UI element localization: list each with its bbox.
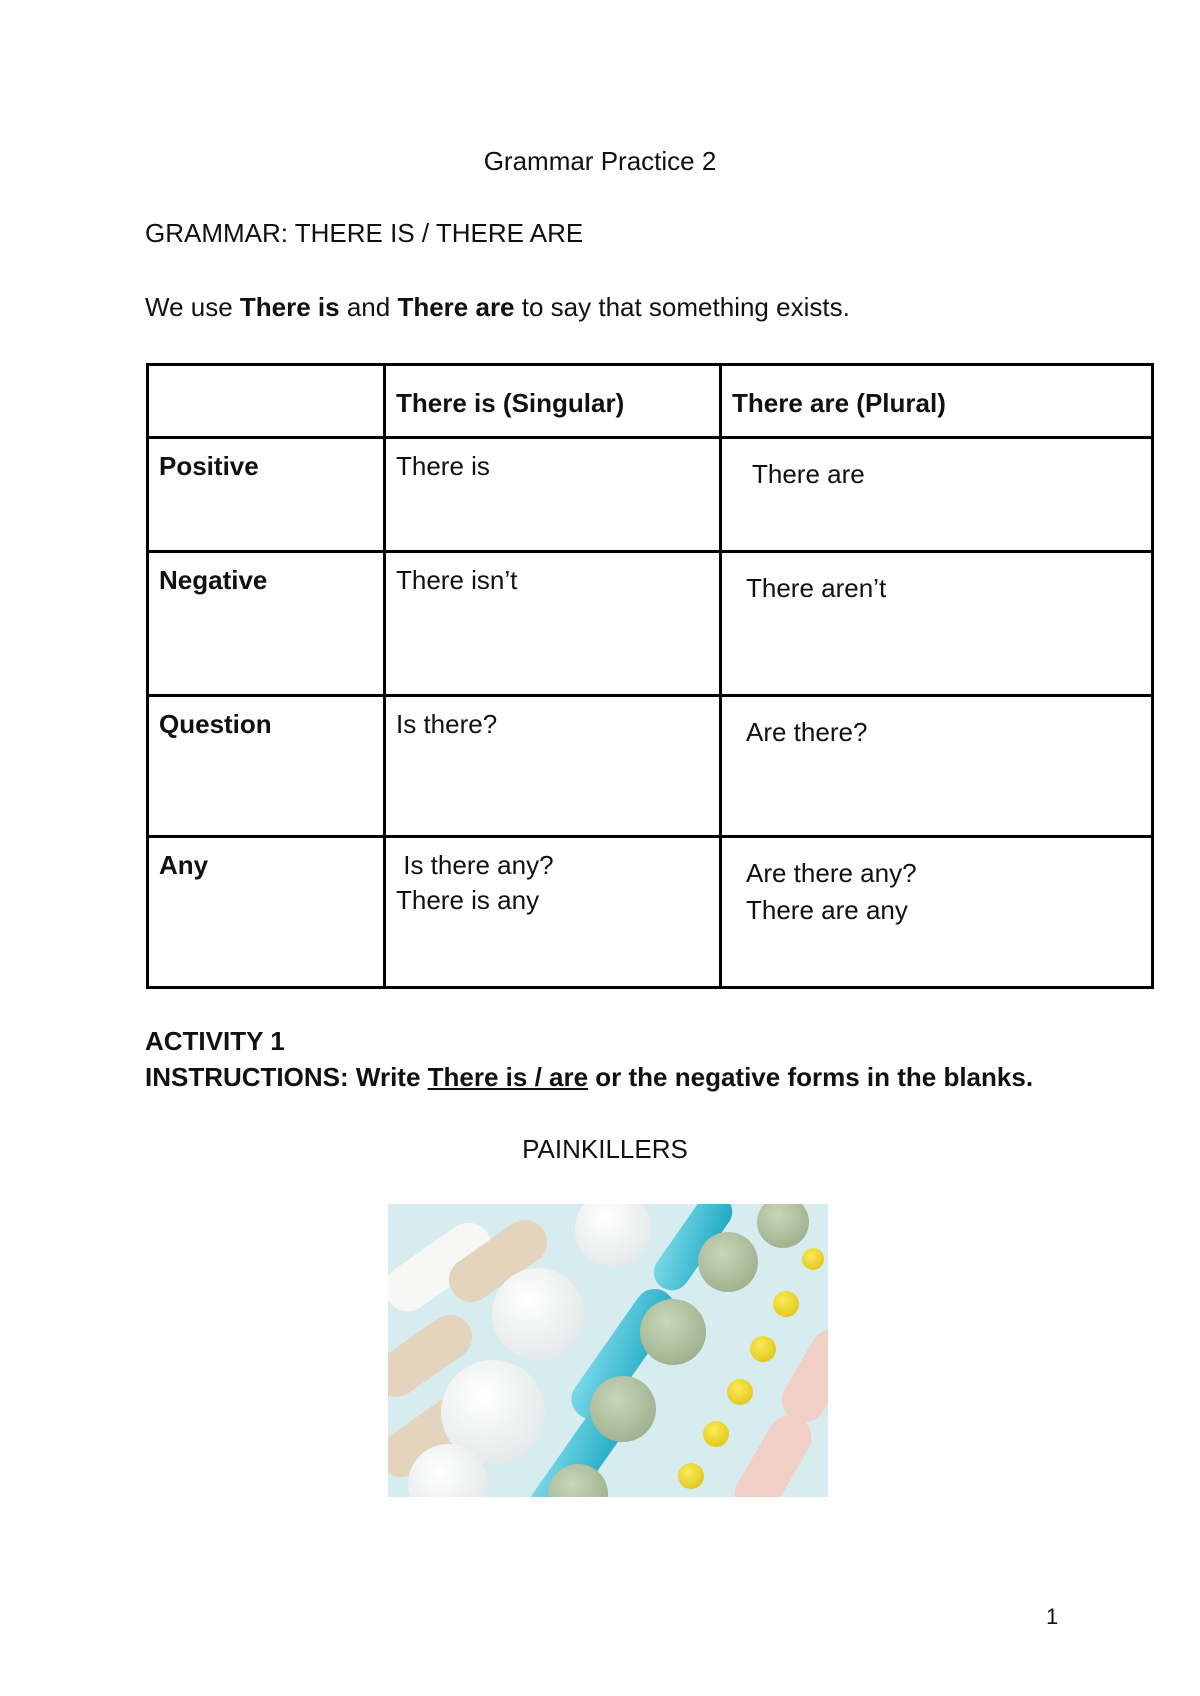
tablet: [698, 1232, 758, 1292]
table-cell: [721, 696, 1153, 837]
tablet: [492, 1268, 584, 1360]
row-label: Negative: [159, 565, 268, 595]
row-label: Positive: [159, 451, 259, 481]
table-row: [148, 438, 1153, 552]
table-cell: [148, 438, 385, 552]
yellow-pill: [773, 1291, 799, 1317]
singular-text: There isn’t: [396, 565, 518, 595]
grammar-heading: GRAMMAR: THERE IS / THERE ARE: [145, 218, 584, 248]
table-cell: [148, 552, 385, 696]
painkillers-photo: [388, 1204, 828, 1497]
intro-bold-there-is: There is: [239, 292, 340, 322]
row-label: Any: [159, 850, 209, 880]
table-cell: [721, 837, 1153, 988]
tablet: [590, 1376, 656, 1442]
table-header-row: [148, 365, 1153, 438]
table-cell: [385, 438, 721, 552]
plural-text: Are there?: [746, 717, 868, 747]
yellow-pill: [703, 1421, 729, 1447]
yellow-pill: [727, 1379, 753, 1405]
yellow-pill: [678, 1463, 704, 1489]
page-number: 1: [1046, 1604, 1059, 1629]
singular-text: There is any: [396, 885, 540, 915]
grammar-table: [146, 363, 1154, 989]
activity-instructions: INSTRUCTIONS: Write There is / are or the negative forms in the blanks.: [145, 1062, 1034, 1092]
row-label: Question: [159, 709, 272, 739]
table-cell: [385, 837, 721, 988]
intro-text: and: [339, 292, 398, 322]
table-header-cell: [385, 365, 721, 438]
table-row: [148, 837, 1153, 988]
plural-text: There are: [752, 459, 865, 489]
plural-text: There aren’t: [746, 573, 887, 603]
table-cell: [148, 837, 385, 988]
activity-block: [145, 1023, 1045, 1095]
intro-sentence: [145, 292, 850, 323]
plural-text: There are any: [746, 895, 908, 925]
table-row: [148, 696, 1153, 837]
header-plural: There are (Plural): [732, 388, 946, 418]
activity-title: ACTIVITY 1: [145, 1026, 285, 1056]
table-cell: [148, 696, 385, 837]
yellow-pill: [750, 1336, 776, 1362]
intro-bold-there-are: There are: [397, 292, 515, 322]
singular-text: Is there?: [396, 709, 498, 739]
table-row: [148, 552, 1153, 696]
page-title: Grammar Practice 2: [483, 146, 717, 176]
section-subtitle: PAINKILLERS: [522, 1134, 688, 1164]
tablet: [640, 1299, 706, 1365]
instructions-underlined: There is / are: [427, 1062, 589, 1092]
table-cell: [385, 552, 721, 696]
table-header-cell: [721, 365, 1153, 438]
intro-text: We use: [145, 292, 240, 322]
intro-text: to say that something exists.: [514, 292, 850, 322]
singular-text: There is: [396, 451, 490, 481]
table-header-cell: [148, 365, 385, 438]
table-cell: [385, 696, 721, 837]
table-cell: [721, 438, 1153, 552]
yellow-pill: [802, 1248, 824, 1270]
header-singular: There is (Singular): [396, 388, 625, 418]
singular-text: Is there any?: [396, 850, 554, 880]
plural-text: Are there any?: [746, 858, 917, 888]
table-cell: [721, 552, 1153, 696]
